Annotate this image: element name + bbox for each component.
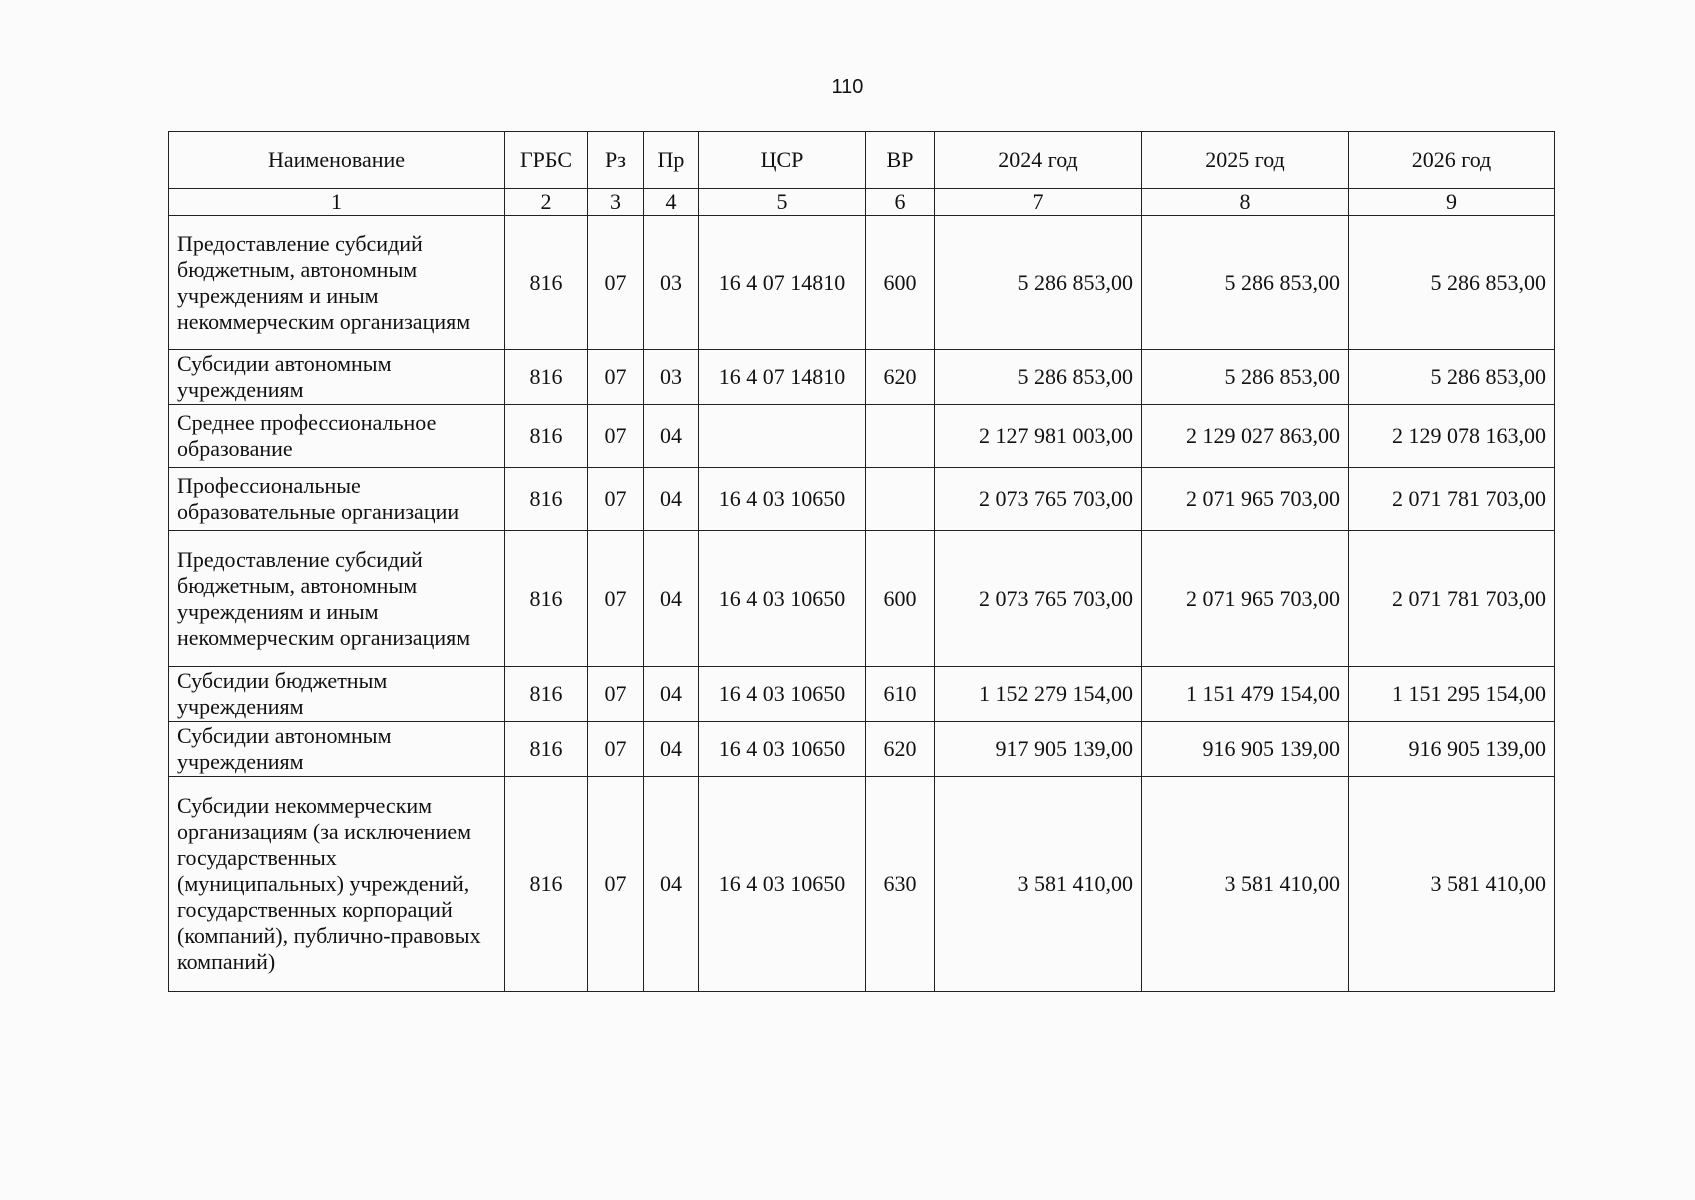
row-name: Предоставление субсидий бюджетным, автономным учреждениям и иным некоммерческим организациям [169,531,505,667]
row-name: Субсидии автономным учреждениям [169,350,505,405]
row-rz: 07 [588,777,644,992]
row-amount-2025: 5 286 853,00 [1142,350,1349,405]
column-number: 1 [169,189,505,216]
row-pr: 04 [644,667,699,722]
budget-table [168,131,1555,992]
row-csr: 16 4 03 10650 [699,722,866,777]
row-vr: 600 [866,216,935,350]
column-number-row [169,189,1555,216]
column-number: 9 [1349,189,1555,216]
row-pr: 03 [644,216,699,350]
row-amount-2024: 2 127 981 003,00 [935,405,1142,468]
row-grbs: 816 [505,531,588,667]
row-rz: 07 [588,468,644,531]
row-amount-2026: 5 286 853,00 [1349,216,1555,350]
row-vr: 620 [866,350,935,405]
row-amount-2025: 1 151 479 154,00 [1142,667,1349,722]
row-amount-2025: 916 905 139,00 [1142,722,1349,777]
row-pr: 04 [644,405,699,468]
row-amount-2024: 1 152 279 154,00 [935,667,1142,722]
row-name: Профессиональные образовательные организации [169,468,505,531]
table-row [169,468,1555,531]
row-pr: 04 [644,531,699,667]
column-number: 8 [1142,189,1349,216]
table-row [169,722,1555,777]
header-2026: 2026 год [1349,132,1555,189]
row-vr: 630 [866,777,935,992]
row-amount-2024: 2 073 765 703,00 [935,468,1142,531]
row-amount-2025: 5 286 853,00 [1142,216,1349,350]
row-grbs: 816 [505,468,588,531]
row-grbs: 816 [505,405,588,468]
header-csr: ЦСР [699,132,866,189]
row-name: Субсидии бюджетным учреждениям [169,667,505,722]
row-csr: 16 4 03 10650 [699,531,866,667]
column-number: 4 [644,189,699,216]
row-amount-2026: 2 071 781 703,00 [1349,468,1555,531]
row-vr: 620 [866,722,935,777]
row-csr: 16 4 03 10650 [699,468,866,531]
row-csr: 16 4 03 10650 [699,667,866,722]
row-rz: 07 [588,722,644,777]
row-pr: 03 [644,350,699,405]
row-rz: 07 [588,531,644,667]
row-amount-2026: 2 071 781 703,00 [1349,531,1555,667]
row-csr: 16 4 03 10650 [699,777,866,992]
row-amount-2024: 5 286 853,00 [935,350,1142,405]
row-vr [866,468,935,531]
row-name: Субсидии автономным учреждениям [169,722,505,777]
table-row [169,667,1555,722]
row-grbs: 816 [505,216,588,350]
row-pr: 04 [644,468,699,531]
row-csr [699,405,866,468]
header-grbs: ГРБС [505,132,588,189]
row-vr: 600 [866,531,935,667]
row-grbs: 816 [505,350,588,405]
row-vr: 610 [866,667,935,722]
header-rz: Рз [588,132,644,189]
row-vr [866,405,935,468]
table-row [169,777,1555,992]
row-name: Субсидии некоммерческим организациям (за исключением государственных (муниципальных) учреждений, государственных корпораций (компаний), публично-правовых компаний) [169,777,505,992]
header-2025: 2025 год [1142,132,1349,189]
page-number: 110 [831,76,864,98]
header-row [169,132,1555,189]
header-vr: ВР [866,132,935,189]
row-amount-2025: 2 071 965 703,00 [1142,531,1349,667]
row-amount-2025: 2 071 965 703,00 [1142,468,1349,531]
header-2024: 2024 год [935,132,1142,189]
row-csr: 16 4 07 14810 [699,350,866,405]
row-amount-2025: 2 129 027 863,00 [1142,405,1349,468]
table-row [169,405,1555,468]
row-amount-2024: 3 581 410,00 [935,777,1142,992]
header-pr: Пр [644,132,699,189]
row-amount-2024: 2 073 765 703,00 [935,531,1142,667]
header-name: Наименование [169,132,505,189]
column-number: 2 [505,189,588,216]
row-pr: 04 [644,777,699,992]
column-number: 3 [588,189,644,216]
row-amount-2026: 916 905 139,00 [1349,722,1555,777]
row-rz: 07 [588,667,644,722]
row-amount-2024: 5 286 853,00 [935,216,1142,350]
column-number: 7 [935,189,1142,216]
row-csr: 16 4 07 14810 [699,216,866,350]
row-amount-2026: 3 581 410,00 [1349,777,1555,992]
row-rz: 07 [588,216,644,350]
table-row [169,216,1555,350]
row-amount-2025: 3 581 410,00 [1142,777,1349,992]
row-rz: 07 [588,350,644,405]
table-row [169,350,1555,405]
column-number: 6 [866,189,935,216]
row-amount-2026: 5 286 853,00 [1349,350,1555,405]
row-grbs: 816 [505,777,588,992]
row-amount-2026: 1 151 295 154,00 [1349,667,1555,722]
row-grbs: 816 [505,667,588,722]
row-amount-2024: 917 905 139,00 [935,722,1142,777]
row-grbs: 816 [505,722,588,777]
row-name: Среднее профессиональное образование [169,405,505,468]
row-name: Предоставление субсидий бюджетным, автономным учреждениям и иным некоммерческим организациям [169,216,505,350]
column-number: 5 [699,189,866,216]
row-amount-2026: 2 129 078 163,00 [1349,405,1555,468]
table-row [169,531,1555,667]
row-pr: 04 [644,722,699,777]
row-rz: 07 [588,405,644,468]
